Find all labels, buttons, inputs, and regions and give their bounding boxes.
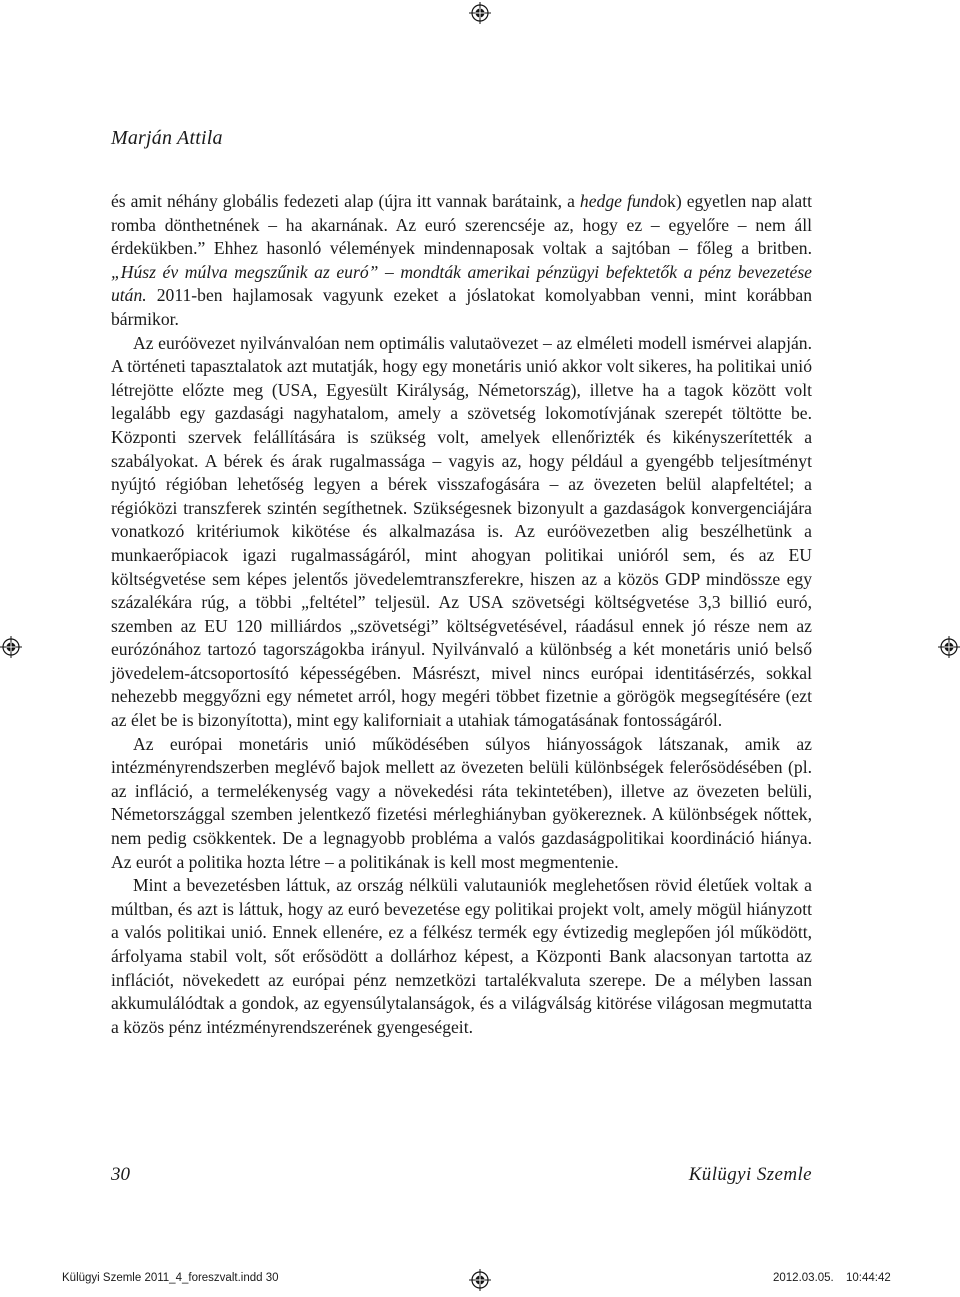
italic-text-segment: hedge fund [579,191,659,211]
page-number: 30 [111,1164,130,1185]
text-segment: Az európai monetáris unió működésében súlyos hiányosságok látszanak, amik az intézményrendszerben meglévő bajok mellett az övezeten belüli különbségek felerősödésében (pl. az infláció, a termelékenység vagy a növekedési ráta tekintetében), illetve az övezeten belüli, Németországgal szemben jelentkező fizetési mérleghiányban gyökereznek. A különbségek nőttek, nem pedig csökkentek. De a legnagyobb probléma a valós gazdaságpolitikai koordináció hiánya. Az eurót a politika hozta létre – a politikának is kell most megmentenie. [111,733,812,872]
slug-filename: Külügyi Szemle 2011_4_foreszvalt.indd 30 [62,1272,279,1284]
crosshair-registration-icon [469,2,491,24]
text-segment: ok) egyetlen nap alatt romba dönthetnének – ha akarnának. Az euró szerencséje az, hogy ez – egyelőre – nem áll érdekükben.” Ehhez hasonló vélemények mindennaposak voltak a sajtóban – főleg a britben. [111,191,813,259]
paragraph [111,332,812,733]
text-segment: Az euróövezet nyilvánvalóan nem optimális valutaövezet – az elméleti modell ismérvei alapján. A történeti tapasztalatok azt mutatják, hogy egy monetáris unió akkor volt sikeres, ha politikai unió létrejötte előzte meg (USA, Egyesült Királyság, Németország), illetve ha a tagok között volt legalább egy gazdasági nagyhatalom, amely a szövetség lokomotívjának szerepét töltötte be. Központi szervek felállítására is szükség volt, amelyek ellenőrizték és kikényszerítették a szabályokat. A bérek és árak rugalmassága – vagyis az, hogy például a gyengébb teljesítményt nyújtó régióban lehetőség legyen a bérek visszafogására – az övezeten belül alapfeltétel; a régióközi transzferek szintén segíthetnek. Szükségesnek bizonyult a gazdaságok konvergenciájára vonatkozó kritériumok kikötése és alkalmazása is. Az euróövezetben alig beszélhetünk a munkaerőpiacok igazi rugalmasságáról, mint ahogyan politikai unióról sem, és az EU költségvetése sem képes jelentős jövedelemtranszferekre, hiszen az a közös GDP mindössze egy százalékára rúg, a többi „feltétel” teljesül. Az USA szövetségi költségvetése 3,3 billió euró, szemben az EU 120 milliárdos „szövetségi” költségvetésével, ráadásul ennek jó része nem az eurózónához tartozó tagországokba irányul. Nyilvánvaló a különbség a két monetáris unió belső jövedelem-átcsoportosító képességében. Másrészt, mivel nincs európai identitásérzés, sokkal nehezebb meggyőzni egy németet arról, hogy megéri többet fizetnie a görögök megsegítésére (ezt az élet be is bizonyította), mint egy kaliforniait a utahiak támogatásának fontosságáról. [111,332,812,731]
paragraph [111,190,812,332]
italic-text-segment: „Húsz év múlva megszűnik az euró” – mondták amerikai pénzügyi befektetők a pénz bevezetése után. [111,261,812,306]
crosshair-registration-icon [938,636,960,658]
journal-title: Külügyi Szemle [688,1164,812,1185]
slug-date: 2012.03.05. [773,1272,834,1284]
crosshair-registration-icon [0,636,22,658]
crosshair-registration-icon [469,1269,491,1291]
text-segment: és amit néhány globális fedezeti alap (újra itt vannak barátaink, a [111,191,580,211]
running-head-author: Marján Attila [111,127,223,149]
paragraph [111,733,812,875]
text-segment: Mint a bevezetésben láttuk, az ország nélküli valutauniók meglehetősen rövid életűek voltak a múltban, és azt is láttuk, hogy az euró bevezetése egy politikai projekt volt, amely mögül hiányzott a valós politikai unió. Ennek ellenére, ez a félkész termék egy évtizedig meglepően jól működött, árfolyama stabil volt, sőt erősödött a dollárhoz képest, a Központi Bank alacsonyan tartotta az inflációt, növekedett az európai pénz nemzetközi tartalékvaluta szerepe. De a mélyben lassan akkumulálódtak a gondok, az egyensúlytalanságok, és a világválság kitörése világosan megmutatta a közös pénz intézményrendszerének gyengeségeit. [111,875,812,1037]
article-body [111,190,812,1039]
slug-time: 10:44:42 [846,1272,891,1284]
paragraph [111,874,812,1039]
text-segment: 2011-ben hajlamosak vagyunk ezeket a jóslatokat komolyabban venni, mint korábban bármikor. [111,285,812,329]
